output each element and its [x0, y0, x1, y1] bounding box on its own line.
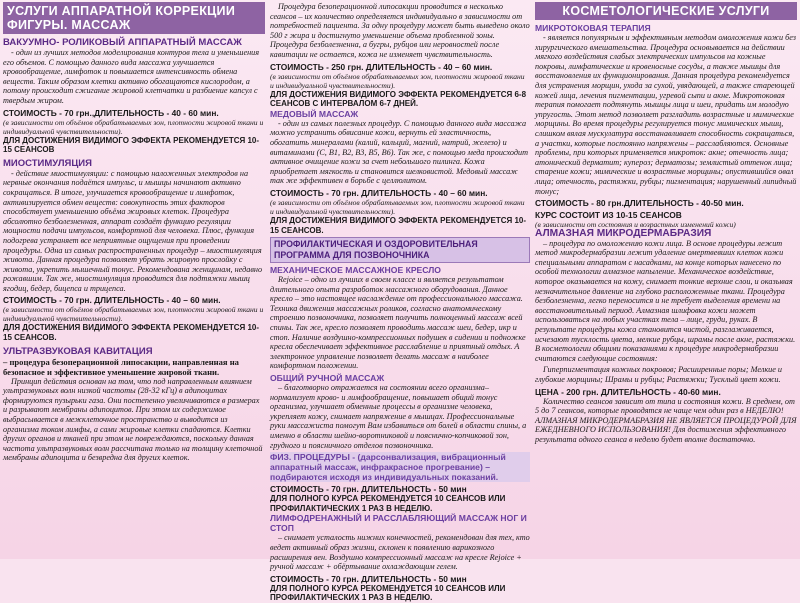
diamond-microdermabrasion-title: АЛМАЗНАЯ МИКРОДЕРМАБРАЗИЯ	[535, 228, 712, 240]
honey-massage-goal: ДЛЯ ДОСТИЖЕНИЯ ВИДИМОГО ЭФФЕКТА РЕКОМЕНДУЕТСЯ 10-15 СЕАНСОВ.	[270, 215, 527, 235]
vacuum-massage-note: (в зависимости от объёмов обрабатываемых зон, плотности жировой ткани и индивидуальной чувствительности).	[3, 117, 264, 136]
physio-goal: ДЛЯ ПОЛНОГО КУРСА РЕКОМЕНДУЕТСЯ 10 СЕАНСОВ ИЛИ ПРОФИЛАКТИЧЕСКИХ 1 РАЗ В НЕДЕЛЮ.	[270, 494, 506, 513]
physio-procedures-title: ФИЗ. ПРОЦЕДУРЫ - (дарсонвализация, вибрационный аппаратный массаж, инфракрасное прогревание) – подбираются исходя из индивидуальных показаний.	[270, 452, 530, 482]
cavitation-goal: ДЛЯ ДОСТИЖЕНИЯ ВИДИМОГО ЭФФЕКТА РЕКОМЕНДУЕТСЯ 6-8 СЕАНСОВ С ИНТЕРВАЛОМ 6-7 ДНЕЙ.	[270, 89, 527, 109]
honey-massage-title: МЕДОВЫЙ МАССАЖ	[270, 108, 359, 119]
physio-price: СТОИМОСТЬ - 70 грн. ДЛИТЕЛЬНОСТЬ - 50 мин	[270, 484, 467, 495]
diamond-microdermabrasion-description: – процедура по омоложению кожи лица. В основе процедуры лежит метод микродермабразии лежит удаление омертвевших клеток кожи специальными аппаратом с насадками, на конце которых нанесено по особой технологии алмазное напыление. Механическое воздействие, которое оказывается на кожу, снимает тонкие верхние слои, и оказывая незначительное давление на глубоко расположенные ткани. Процедура безболезненна, легко переносится и не требует выделения времени на восстановительный период. Алмазная шлифовка кожи может использоваться на любых участках тела – лице, груди, руках. В результате процедуры кожа становится чистой, разглаживается, исчезают тусклость цвета, мелкие рубцы, шрамы после акне, растяжки. В косметологии общими показаниями к процедуре микродермабразии считаются следующие состояния:	[535, 238, 796, 363]
cavitation-continued: Процедура безоперационной липосакции проводится в несколько сеансов – их количество определяется индивидуально в зависимости от потребностей пациента. За одну процедуру может быть выведено около 500 г жира и достигнуто уменьшение объема проблемной зоны. Процедура безболезненна, а бугры, рубцов или неровностей после кавитации не остается, кожа не изменяет чувствительность.	[270, 2, 530, 59]
diamond-microdermabrasion-price: ЦЕНА - 200 грн. ДЛИТЕЛЬНОСТЬ - 40-60 мин.	[535, 386, 721, 397]
cavitation-description: Принцип действия основан на том, что под направленным влиянием ультразвуковых волн низкой частоты (28-32 кГц) в адипоцитах формируются пузырьки газа. Они постепенно увеличиваются в размерах и разрывают мембраны адипоцитов. При этом их содержимое выбрасывается в межклеточное пространство и выводится из организма током лимфы, а сами жировые клетки спадаются. Клетки других органов и тканей при этом не повреждаются, поскольку данная частота ультразвуковых волн рассчитана только на толщину клеточной мембраны адипоцита и безвредна для других клеток.	[3, 376, 263, 463]
microcurrent-title: МИКРОТОКОВАЯ ТЕРАПИЯ	[535, 23, 651, 33]
honey-massage-description: - один из самых полезных процедур. С помощью данного вида массажа можно устранить обвисание кожи, вернуть ей эластичность, обогатить минералами (калий, кальций, магний, натрий, железо) и витаминами (С, В1, В2, В3, В5, В6). Так же, с помощью меда происходит активное очищение кожи за счет небольшого пилинга. Кожа приобретает мягкость и становится шелковистой. Медовый массаж так же эффективен в борьбе с целлюлитом.	[270, 118, 529, 186]
manual-massage-description: – благотворно отражается на состоянии всего организма– нормализует крово- и лимфообращение, повышает общий тонус организма, улучшает обменные процессы в организме человека, укрепляет кожу, снимает напряжение в мышцах. Профессиональные руки массажиста помогут Вам избавиться от болей в области спины, а именно в области шейно-воротниковой и пояснично-копчиковой зон, грудного и поясничного отделов позвоночника.	[270, 383, 527, 450]
lymph-drainage-description: – снимает усталость нижних конечностей, рекомендован для тех, кто ведет активный образ жизни, склонен к появлению варикозного расширения вен. Воздушно компрессионный массаж на кресле Rejoice + ручной массаж + обёртывание охлаждающим гелем.	[270, 533, 530, 572]
vacuum-massage-description: - один из лучших методов моделирования контуров тела и уменьшения его объемов. С помощью данного вида массажа улучшается кровообращение, лимфоток и повышается интенсивность обмена веществ. Таким образом клетки активно обогащаются кислородом, а потому происходит сжигание жировой клетчатки и разбиение капсул с твердым жиром.	[3, 48, 260, 105]
vacuum-massage-title: ВАКУУМНО- РОЛИКОВЫЙ АППАРАТНЫЙ МАССАЖ	[3, 37, 242, 48]
lymph-drainage-goal: ДЛЯ ПОЛНОГО КУРСА РЕКОМЕНДУЕТСЯ 10 СЕАНСОВ ИЛИ ПРОФИЛАКТИЧЕСКИХ 1 РАЗ В НЕДЕЛЮ.	[270, 583, 506, 603]
diamond-microdermabrasion-sessions: Количество сеансов зависит от типа и состояния кожи. В среднем, от 5 до 7 сеансов, которые проводятся не чаще чем один раз в НЕДЕЛЮ! АЛМАЗНАЯ МИКРОДЕРМАБРАЗИЯ НЕ ЯВЛЯЕТСЯ ПРОЦЕДУРОЙ ДЛЯ ЕЖЕДНЕВНОГО ИСПОЛЬЗОВАНИЯ! Для достижения эффективного результата одного сеанса в неделю будет вполне достаточно.	[535, 396, 797, 444]
cavitation-title: УЛЬТРАЗВУКОВАЯ КАВИТАЦИЯ	[3, 345, 153, 357]
lymph-drainage-title: ЛИМФОДРЕНАЖНЫЙ И РАССЛАБЛЯЮЩИЙ МАССАЖ НОГ И СТОП	[270, 513, 527, 534]
cavitation-lead: – процедура безоперационной липосакции, направленная на безопасное и эффективное уменьшение жировой ткани.	[3, 356, 239, 377]
microcurrent-description: - является популярным и эффективным методом омоложения кожи без хирургического вмешательства. Процедура основывается на действии мягкого воздействия слабых электрических импульсов на кожные покровы, лимфатические и кровеносные сосуды, а также мышцы для восстановления их функционирования. Данная процедура рекомендуется для устранения морщин, ухода за сухой, увядающей, а также стареющей кожей лица, лечения пигментации, угревой сыпи и акне. Микротоковая терапия помогает подтянуть мышцы лица и шеи, придать им молодую упругость. Этот метод позволяет разгладить возрастные и мимические морщины. Во время процедуры регулируется тонус мимических мышц, слишком вялая мускулатура восстанавливает способность сокращаться, а участки, которые постоянно напряжены – расслабляются. Основные проблемы, при которых применяется микроток: акне; отечность лица; атонический дерматит; купероз; дерматозы; землистый оттенок лица; старение кожи; мимические и возрастные морщины; опустившийся овал лица; отечность, растяжки, рубцы; пигментация; нарушенный липидный тонус;	[535, 33, 797, 196]
microcurrent-note: (в зависимости от состояния и возрастных изменений кожи)	[535, 220, 736, 230]
vacuum-massage-price: СТОИМОСТЬ - 70 грн.,ДЛИТЕЛЬНОСТЬ - 40 - 60 мин.	[3, 107, 219, 118]
cavitation-note: (в зависимости от объёмов обрабатываемых зон, плотности жировой ткани и индивидуальной чувствительности).	[270, 71, 525, 90]
manual-massage-title: ОБЩИЙ РУЧНОЙ МАССАЖ	[270, 373, 385, 384]
myostimulation-title: МИОСТИМУЛЯЦИЯ	[3, 157, 92, 169]
vacuum-massage-goal: ДЛЯ ДОСТИЖЕНИЯ ВИДИМОГО ЭФФЕКТА РЕКОМЕНДУЕТСЯ 10-15 СЕАНСОВ	[3, 135, 260, 155]
column-massage-programs	[270, 2, 530, 603]
cavitation-price: СТОИМОСТЬ - 250 грн. ДЛИТЕЛЬНОСТЬ - 40 – 60 мин.	[270, 61, 493, 72]
lymph-drainage-price: СТОИМОСТЬ - 70 грн. ДЛИТЕЛЬНОСТЬ - 50 мин	[270, 573, 467, 584]
massage-chair-title: МЕХАНИЧЕСКОЕ МАССАЖНОЕ КРЕСЛО	[270, 265, 441, 276]
diamond-microdermabrasion-indications: Гиперпигментация кожных покровов; Расширенные поры; Мелкие и глубокие морщины; Шрамы и рубцы; Растяжки; Тусклый цвет кожи.	[535, 365, 783, 384]
honey-massage-price: СТОИМОСТЬ - 70 грн. ДЛИТЕЛЬНОСТЬ - 40 – 60 мин.	[270, 187, 488, 198]
spine-program-banner: ПРОФИЛАКТИЧЕСКАЯ И ОЗДОРОВИТЕЛЬНАЯ ПРОГРАММА ДЛЯ ПОЗВОНОЧНИКА	[270, 237, 530, 263]
microcurrent-price: СТОИМОСТЬ - 80 грн.ДЛИТЕЛЬНОСТЬ - 40-50 мин.	[535, 198, 744, 209]
section-header-hardware-correction: УСЛУГИ АППАРАТНОЙ КОРРЕКЦИИ ФИГУРЫ. МАССАЖ	[3, 2, 265, 34]
massage-chair-description: Rejoice – одно из лучших в своем классе и является результатом длительного опыта разработок массажного оборудования. Данное кресло – это настоящее наслаждение от профессионального массажа. Техника движения массажных роликов, согласно анатомическому строению позвоночника, позволяет получить полноценный массаж всей спины. Так же, кресло позволяет проводить массаж шеи, бедер, икр и стоп. Наличие воздушно-компрессионных подушек в сидении и подножке кресла обеспечивает эффективное расслабление и приятный отдых. А электронное управление позволяет делать массаж в наиболее комфортном положении.	[270, 275, 526, 371]
column-hardware-correction	[3, 2, 265, 559]
myostimulation-description: - действие миостимуляции: с помощью наложенных электродов на нервные окончания подаётся импульс, и мышцы начинают активно сокращаться. В итоге, улучшается кровообращение и лимфоток, активизируется обмен веществ: совокупность этих факторов способствует уменьшению объёма жировых клеток. Процедура абсолютно безболезненная, аппарат создаёт функцию регуляции мощности подачи импульсов, комфортной для человека. Плюс, функция подогрева устраняет все неприятные ощущения при проведении процедуры. Одна из самых распространенных процедур – миостимуляция живота. Данная процедура позволяет убрать жировую прослойку с живота, укрепить мышечный тонус. Рекомендована женщинам, недавно рожавшим. Так же, миостимуляция проводится для подтяжки мышц ягодиц, бедер, бицепса и трицепса.	[3, 168, 263, 293]
section-header-cosmetology: КОСМЕТОЛОГИЧЕСКИЕ УСЛУГИ	[535, 2, 797, 20]
microcurrent-course: КУРС СОСТОИТ ИЗ 10-15 СЕАНСОВ	[535, 210, 682, 221]
myostimulation-goal: ДЛЯ ДОСТИЖЕНИЯ ВИДИМОГО ЭФФЕКТА РЕКОМЕНДУЕТСЯ 10-15 СЕАНСОВ.	[3, 323, 260, 343]
column-cosmetology	[535, 2, 797, 559]
myostimulation-note: (в зависимости от объёмов обрабатываемых зон, плотности жировой ткани и индивидуальной чувствительности).	[3, 305, 264, 324]
honey-massage-note: (в зависимости от объёмов обрабатываемых зон, плотности жировой ткани и индивидуальной чувствительности).	[270, 197, 525, 216]
myostimulation-price: СТОИМОСТЬ - 70 грн. ДЛИТЕЛЬНОСТЬ - 40 – 60 мин.	[3, 295, 221, 306]
